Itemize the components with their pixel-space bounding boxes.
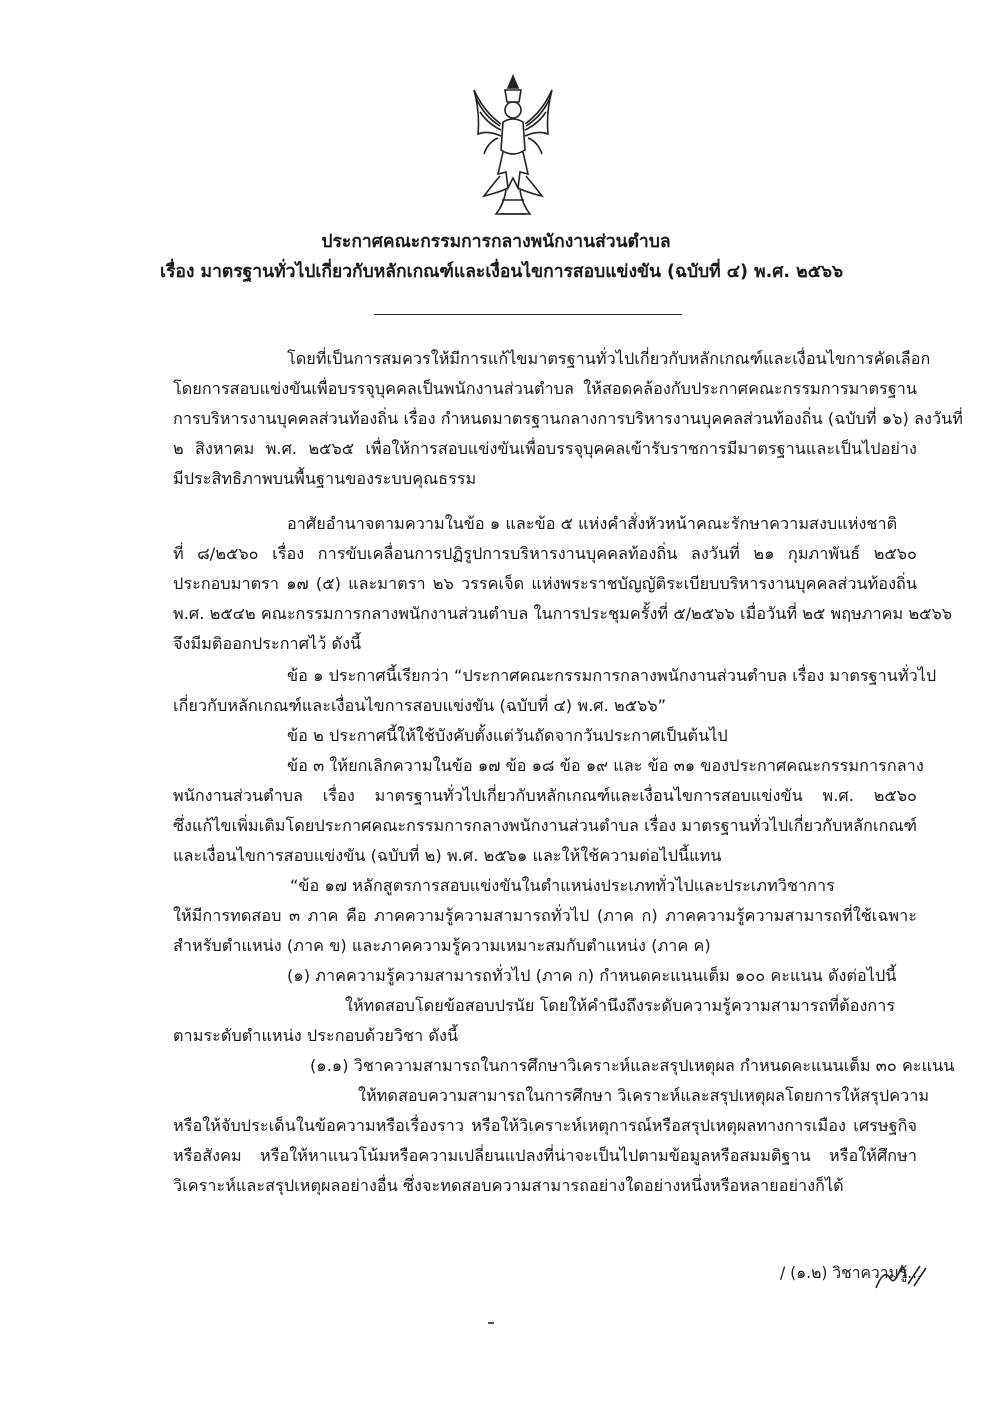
text-line: ข้อ ๓ ให้ยกเลิกความในข้อ ๑๗ ข้อ ๑๘ ข้อ ๑๙ และ ข้อ ๓๑ ของประกาศคณะกรรมการกลาง	[287, 756, 924, 775]
text-line: พ.ศ. ๒๕๔๒ คณะกรรมการกลางพนักงานส่วนตำบล ในการประชุมครั้งที่ ๕/๒๕๖๖ เมื่อวันที่ ๒๕ พฤษภาคม ๒๕๖๖	[173, 604, 953, 623]
text-line: ข้อ ๑ ประกาศนี้เรียกว่า “ประกาศคณะกรรมการกลางพนักงานส่วนตำบล เรื่อง มาตรฐานทั่วไป	[287, 666, 937, 685]
text-line: วิเคราะห์และสรุปเหตุผลอย่างอื่น ซึ่งจะทดสอบความสามารถอย่างใดอย่างหนึ่งหรือหลายอย่างก็ได้	[173, 1176, 844, 1195]
text-line: หรือให้จับประเด็นในข้อความหรือเรื่องราว หรือให้วิเคราะห์เหตุการณ์หรือสรุปเหตุผลทางการเมือง เศรษฐกิจ	[173, 1116, 917, 1135]
announcement-title: ประกาศคณะกรรมการกลางพนักงานส่วนตำบล	[321, 232, 671, 252]
text-line: ๒ สิงหาคม พ.ศ. ๒๕๖๕ เพื่อให้การสอบแข่งขันเพื่อบรรจุบุคคลเข้ารับราชการมีมาตรฐานและเป็นไปอย่าง	[173, 439, 917, 458]
initials-signature-icon	[870, 1248, 930, 1298]
text-line: ข้อ ๒ ประกาศนี้ให้ใช้บังคับตั้งแต่วันถัดจากวันประกาศเป็นต้นไป	[287, 726, 728, 745]
text-line: ให้ทดสอบโดยข้อสอบปรนัย โดยให้คำนึงถึงระดับความรู้ความสามารถที่ต้องการ	[345, 996, 896, 1015]
text-line: พนักงานส่วนตำบล เรื่อง มาตรฐานทั่วไปเกี่ยวกับหลักเกณฑ์และเงื่อนไขการสอบแข่งขัน พ.ศ. ๒๕๖๐	[173, 786, 917, 805]
announcement-subject: เรื่อง มาตรฐานทั่วไปเกี่ยวกับหลักเกณฑ์และเงื่อนไขการสอบแข่งขัน (ฉบับที่ ๔) พ.ศ. ๒๕๖๖	[160, 262, 844, 282]
text-line: และเงื่อนไขการสอบแข่งขัน (ฉบับที่ ๒) พ.ศ. ๒๕๖๑ และให้ใช้ความต่อไปนี้แทน	[173, 846, 722, 865]
text-line: ตามระดับตำแหน่ง ประกอบด้วยวิชา ดังนี้	[173, 1026, 459, 1045]
text-line: การบริหารงานบุคคลส่วนท้องถิ่น เรื่อง กำหนดมาตรฐานกลางการบริหารงานบุคคลส่วนท้องถิ่น (ฉบับที่ ๑๖) ลงวันที่	[173, 409, 963, 428]
text-line: โดยการสอบแข่งขันเพื่อบรรจุบุคคลเป็นพนักงานส่วนตำบล ให้สอดคล้องกับประกาศคณะกรรมการมาตรฐาน	[173, 379, 917, 398]
title-divider	[374, 314, 682, 315]
text-line: ให้ทดสอบความสามารถในการศึกษา วิเคราะห์และสรุปเหตุผลโดยการให้สรุปความ	[358, 1086, 930, 1105]
garuda-emblem-icon	[470, 72, 556, 220]
text-line: หรือสังคม หรือให้หาแนวโน้มหรือความเปลี่ยนแปลงที่น่าจะเป็นไปตามข้อมูลหรือสมมติฐาน หรือให้ศึกษา	[173, 1146, 917, 1165]
text-line: ที่ ๘/๒๕๖๐ เรื่อง การขับเคลื่อนการปฏิรูปการบริหารงานบุคคลท้องถิ่น ลงวันที่ ๒๑ กุมภาพันธ์ ๒๕๖๐	[173, 544, 917, 563]
text-line: จึงมีมติออกประกาศไว้ ดังนี้	[173, 634, 362, 653]
continuation-note: / (๑.๒) วิชาความรู้...	[779, 1264, 922, 1282]
text-line: มีประสิทธิภาพบนพื้นฐานของระบบคุณธรรม	[173, 469, 477, 488]
text-line: เกี่ยวกับหลักเกณฑ์และเงื่อนไขการสอบแข่งขัน (ฉบับที่ ๔) พ.ศ. ๒๕๖๖”	[173, 696, 667, 715]
text-line: โดยที่เป็นการสมควรให้มีการแก้ไขมาตรฐานทั่วไปเกี่ยวกับหลักเกณฑ์และเงื่อนไขการคัดเลือก	[287, 349, 931, 368]
text-line: ประกอบมาตรา ๑๗ (๕) และมาตรา ๒๖ วรรคเจ็ด แห่งพระราชบัญญัติระเบียบบริหารงานบุคคลส่วนท้องถิ่น	[173, 574, 917, 593]
text-line: ให้มีการทดสอบ ๓ ภาค คือ ภาคความรู้ความสามารถทั่วไป (ภาค ก) ภาคความรู้ความสามารถที่ใช้เฉพาะ	[173, 906, 917, 925]
text-line: สำหรับตำแหน่ง (ภาค ข) และภาคความรู้ความเหมาะสมกับตำแหน่ง (ภาค ค)	[173, 936, 711, 955]
page-mark	[488, 1322, 494, 1324]
text-line: (๑.๑) วิชาความสามารถในการศึกษาวิเคราะห์และสรุปเหตุผล กำหนดคะแนนเต็ม ๓๐ คะแนน	[310, 1056, 955, 1075]
text-line: “ข้อ ๑๗ หลักสูตรการสอบแข่งขันในตำแหน่งประเภททั่วไปและประเภทวิชาการ	[290, 876, 835, 895]
text-line: ซึ่งแก้ไขเพิ่มเติมโดยประกาศคณะกรรมการกลางพนักงานส่วนตำบล เรื่อง มาตรฐานทั่วไปเกี่ยวกับหลักเกณฑ์	[173, 816, 917, 835]
text-line: (๑) ภาคความรู้ความสามารถทั่วไป (ภาค ก) กำหนดคะแนนเต็ม ๑๐๐ คะแนน ดังต่อไปนี้	[287, 966, 897, 985]
text-line: อาศัยอำนาจตามความในข้อ ๑ และข้อ ๕ แห่งคำสั่งหัวหน้าคณะรักษาความสงบแห่งชาติ	[287, 514, 898, 533]
